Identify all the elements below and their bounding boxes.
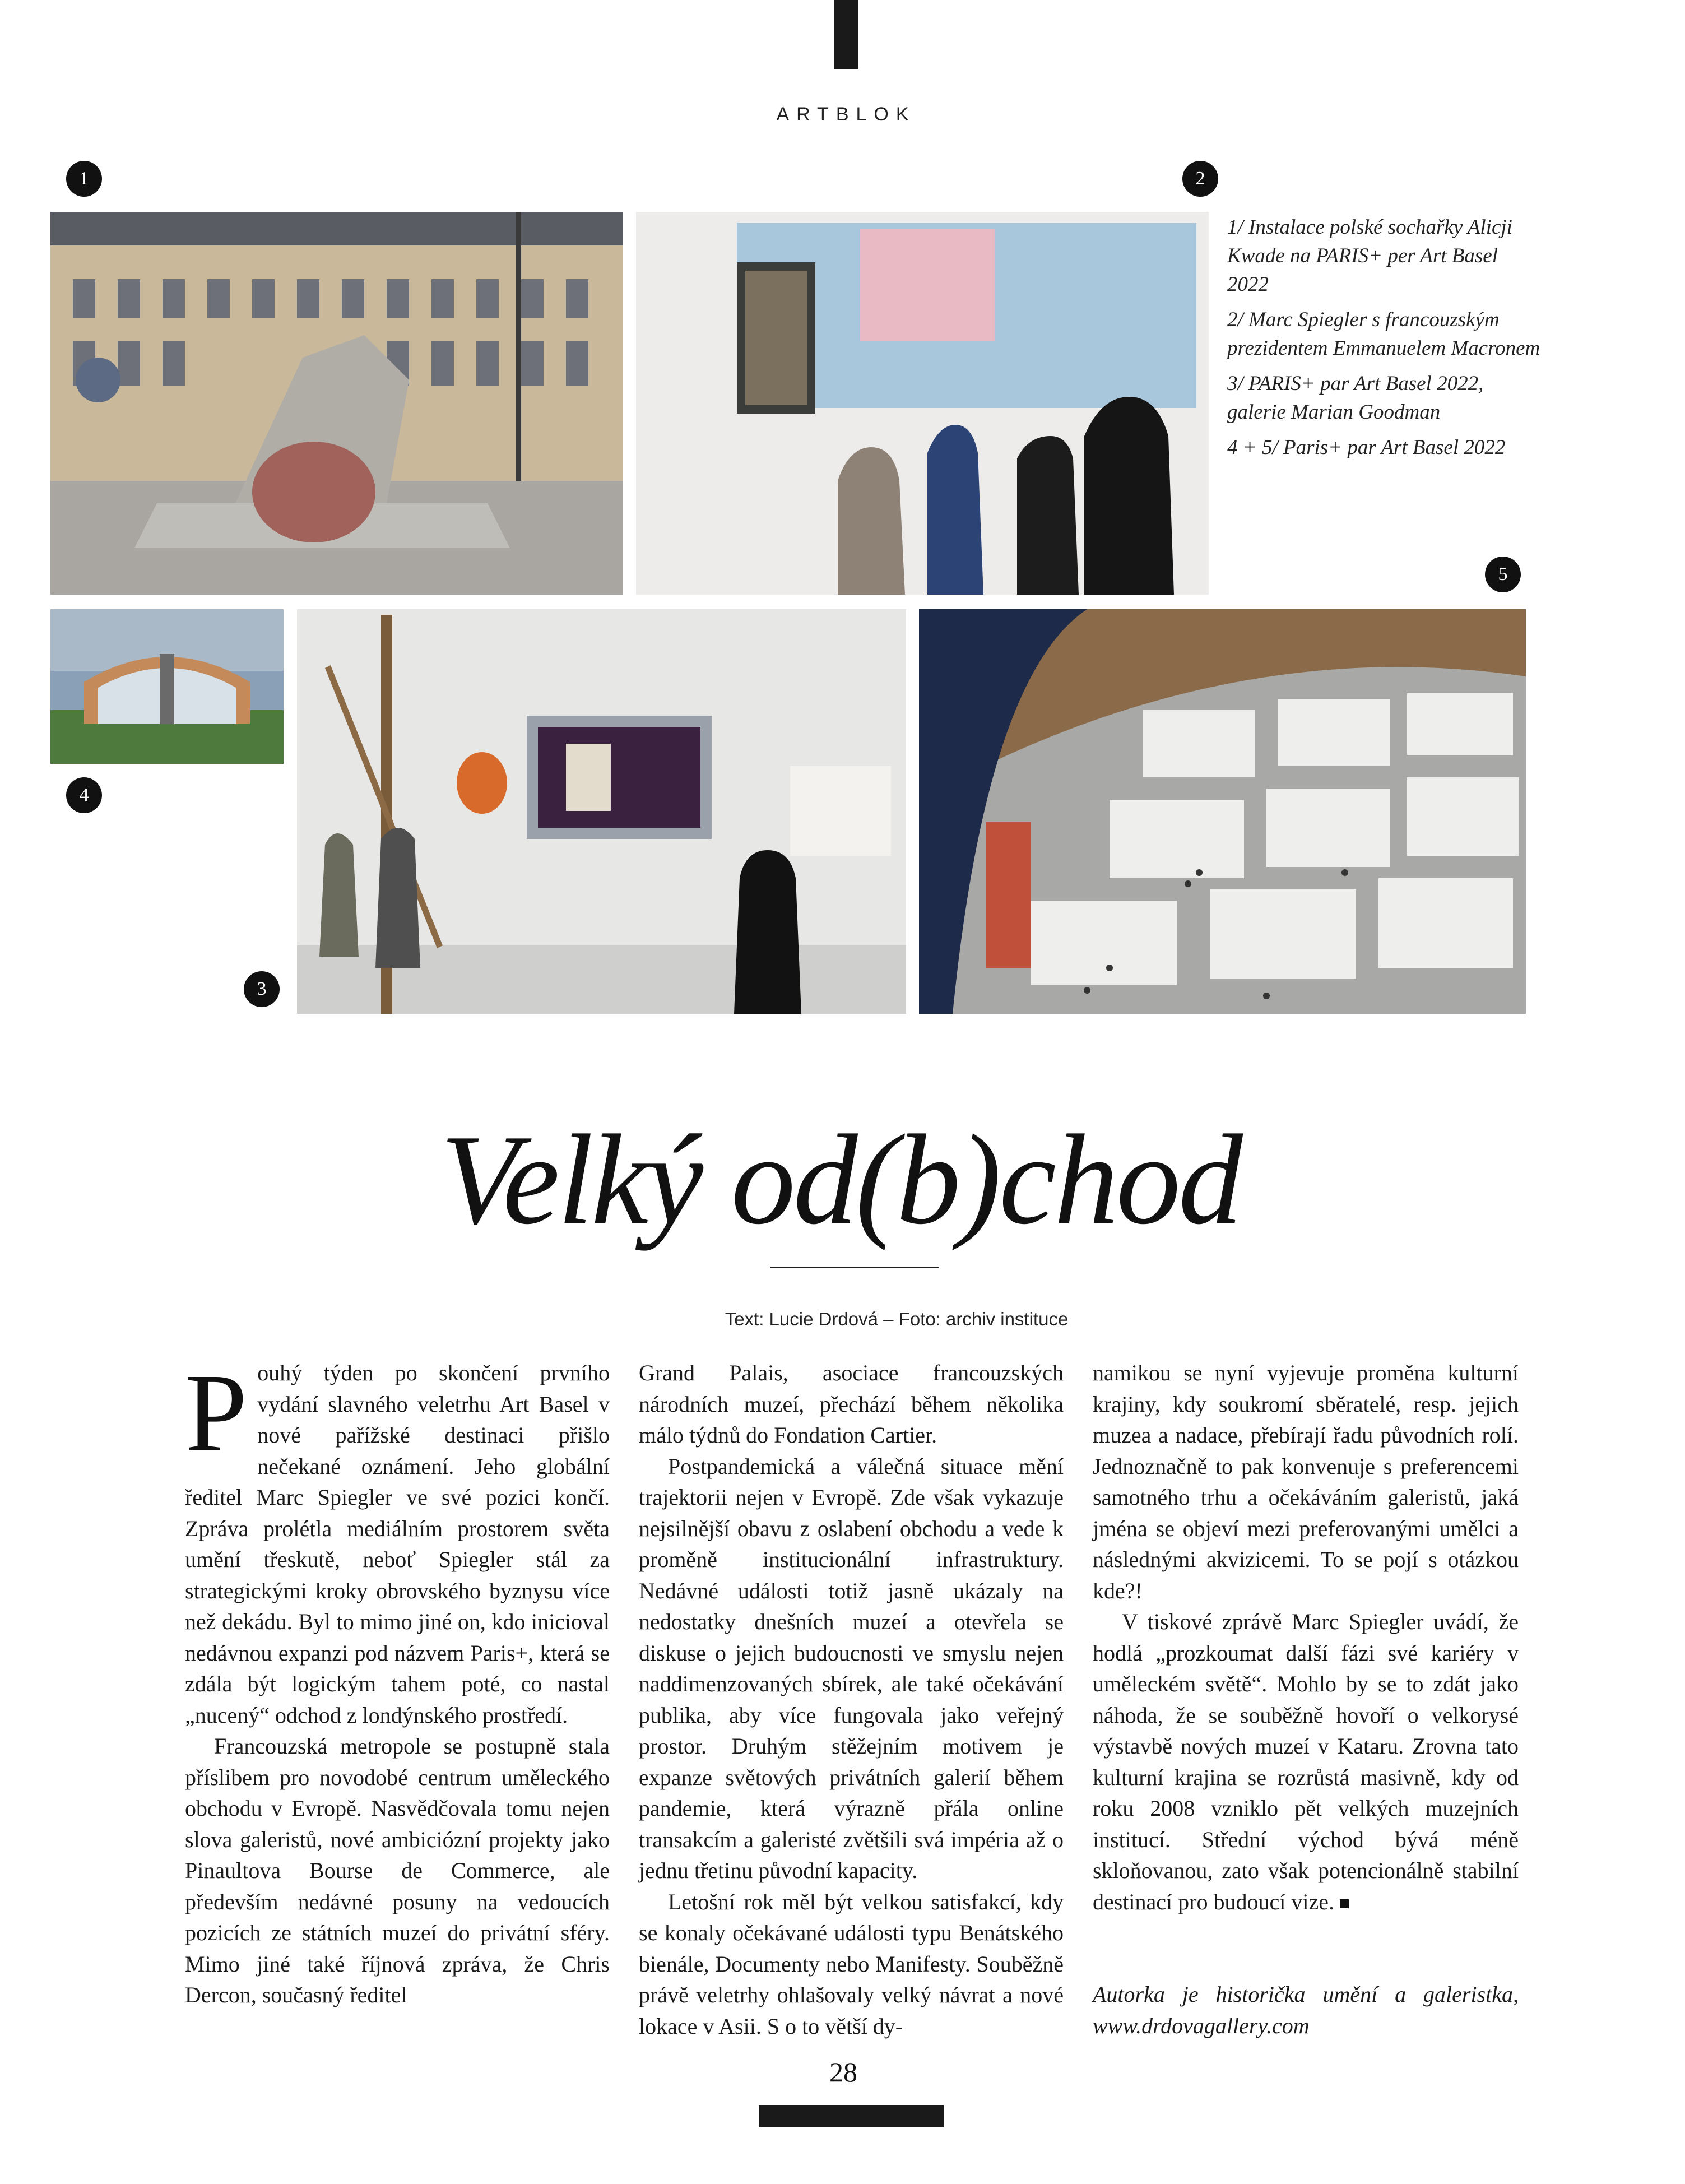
- caption-2: 2/ Marc Spiegler s francouzským prezidentem Emmanuelem Macronem: [1227, 308, 1540, 360]
- photo-fair-hall-overview: [919, 609, 1526, 1014]
- photo-gallery-booth-marian-goodman: [297, 609, 906, 1014]
- photo-number-badge-1: 1: [66, 161, 102, 197]
- article-paragraph-3: Grand Palais, asociace francouzských národních muzeí, přechází během několika málo týdnů do Fondation Cartier.: [639, 1360, 1064, 1448]
- article-paragraph-2: Francouzská metropole se postupně stala příslibem pro novodobé centrum uměleckého obchodu v Evropě. Nasvědčovala tomu nejen slova galeristů, nové ambiciózní projekty jako Pinaultova Bourse de Commerce, ale především nedávné posuny na vedoucích pozicích ze státních muzeí do privátní sféry. Mimo jiné také říjnová zpráva, že Chris Dercon, současný ředitel: [185, 1733, 610, 2007]
- drop-cap: P: [185, 1351, 248, 1475]
- headline-underline: [770, 1267, 939, 1268]
- end-of-article-mark: [1340, 1899, 1349, 1908]
- page-number: 28: [829, 2056, 857, 2088]
- section-label: ARTBLOK: [776, 104, 916, 125]
- article-paragraph-5: Letošní rok měl být velkou satisfakcí, kdy se konaly očekávané události typu Benátského bienále, Documenty nebo Manifesty. Souběžně právě veletrhy ohlašovaly velký návrat a nové lokace v Asii. S o to větší dy-: [639, 1889, 1064, 2039]
- article-paragraph-1: [185, 1351, 610, 1731]
- caption-3: 3/ PARIS+ par Art Basel 2022, galerie Marian Goodman: [1227, 372, 1484, 424]
- bottom-decor-bar: [759, 2105, 944, 2127]
- photo-number-badge-3: 3: [244, 971, 280, 1007]
- author-note: Autorka je historička umění a galeristka, www.drdovagallery.com: [1093, 1982, 1519, 2038]
- article-column-1: [185, 1351, 610, 2011]
- top-decor-bar: [834, 0, 858, 69]
- photo-captions: [1227, 213, 1541, 469]
- article-column-3: [1093, 1357, 1519, 2041]
- article-paragraph-7: [1093, 1606, 1519, 1917]
- caption-4-5: 4 + 5/ Paris+ par Art Basel 2022: [1227, 436, 1506, 459]
- article-byline: Text: Lucie Drdová – Foto: archiv instituce: [725, 1309, 1069, 1329]
- article-paragraph-1-text: ouhý týden po skončení prvního vydání slavného veletrhu Art Basel v nové pařížské destinaci přišlo nečekané oznámení. Jeho globální ředitel Marc Spiegler ve své pozici končí. Zpráva prolétla mediálním prostorem světa umění třeskutě, neboť Spiegler stál za strategickými kroky obrovského byznysu více než dekádu. Byl to mimo jiné on, kdo inicioval nedávnou expanzi pod názvem Paris+, která se zdála být logickým tahem poté, co nastal „nucený“ odchod z londýnského prostředí.: [185, 1360, 610, 1728]
- article-paragraph-4: Postpandemická a válečná situace mění trajektorii nejen v Evropě. Zde však vykazuje nejsilnější obavu z oslabení obchodu a vede k proměně institucionální infrastruktury. Nedávné události totiž jasně ukázaly na nedostatky dnešních muzeí a otevřela se diskuse o jejich budoucnosti ve smyslu nejen naddimenzovaných sbírek, ale také očekávání publika, aby více fungovala jako veřejný prostor. Druhým stěžejním motivem je expanze světových privátních galerií během pandemie, která výrazně přála online transakcím a galeristé zvětšili svá impéria až o jednu třetinu původní kapacity.: [639, 1453, 1064, 1883]
- article-column-2: [639, 1357, 1064, 2042]
- article-paragraph-6: namikou se nyní vyjevuje proměna kulturní krajiny, kdy soukromí sběratelé, resp. jejich muzea a nadace, přebírají řadu původních rolí. Jednoznačně to pak konvenuje s preferencemi samotného trhu a očekáváním galeristů, jaká jména se objeví mezi preferovanými umělci a následnými akvizicemi. To se pojí s otázkou kde?!: [1093, 1360, 1519, 1603]
- photo-number-badge-5: 5: [1485, 557, 1521, 592]
- photo-number-badge-4: 4: [66, 777, 102, 813]
- photo-sculpture-installation: [50, 212, 623, 595]
- photo-pavilion-exterior: [50, 609, 284, 764]
- photo-number-badge-2: 2: [1182, 161, 1218, 197]
- caption-1: 1/ Instalace polské sochařky Alicji Kwade na PARIS+ per Art Basel 2022: [1227, 216, 1512, 296]
- photo-spiegler-macron: [636, 212, 1209, 595]
- article-paragraph-7-text: V tiskové zprávě Marc Spiegler uvádí, že hodlá „prozkoumat další fázi své kariéry v uměleckém světě“. Mohlo by se to zdát jako náhoda, že se souběžně hovoří o velkorysé výstavbě nových muzeí v Kataru. Zrovna tato kulturní krajina se rozrůstá masivně, kdy od roku 2008 vzniklo pět velkých muzejních institucí. Střední východ bývá méně skloňovanou, zato však potencionálně stabilní destinací pro budoucí vize.: [1093, 1609, 1519, 1914]
- article-headline: Velký od(b)chod: [440, 1108, 1241, 1251]
